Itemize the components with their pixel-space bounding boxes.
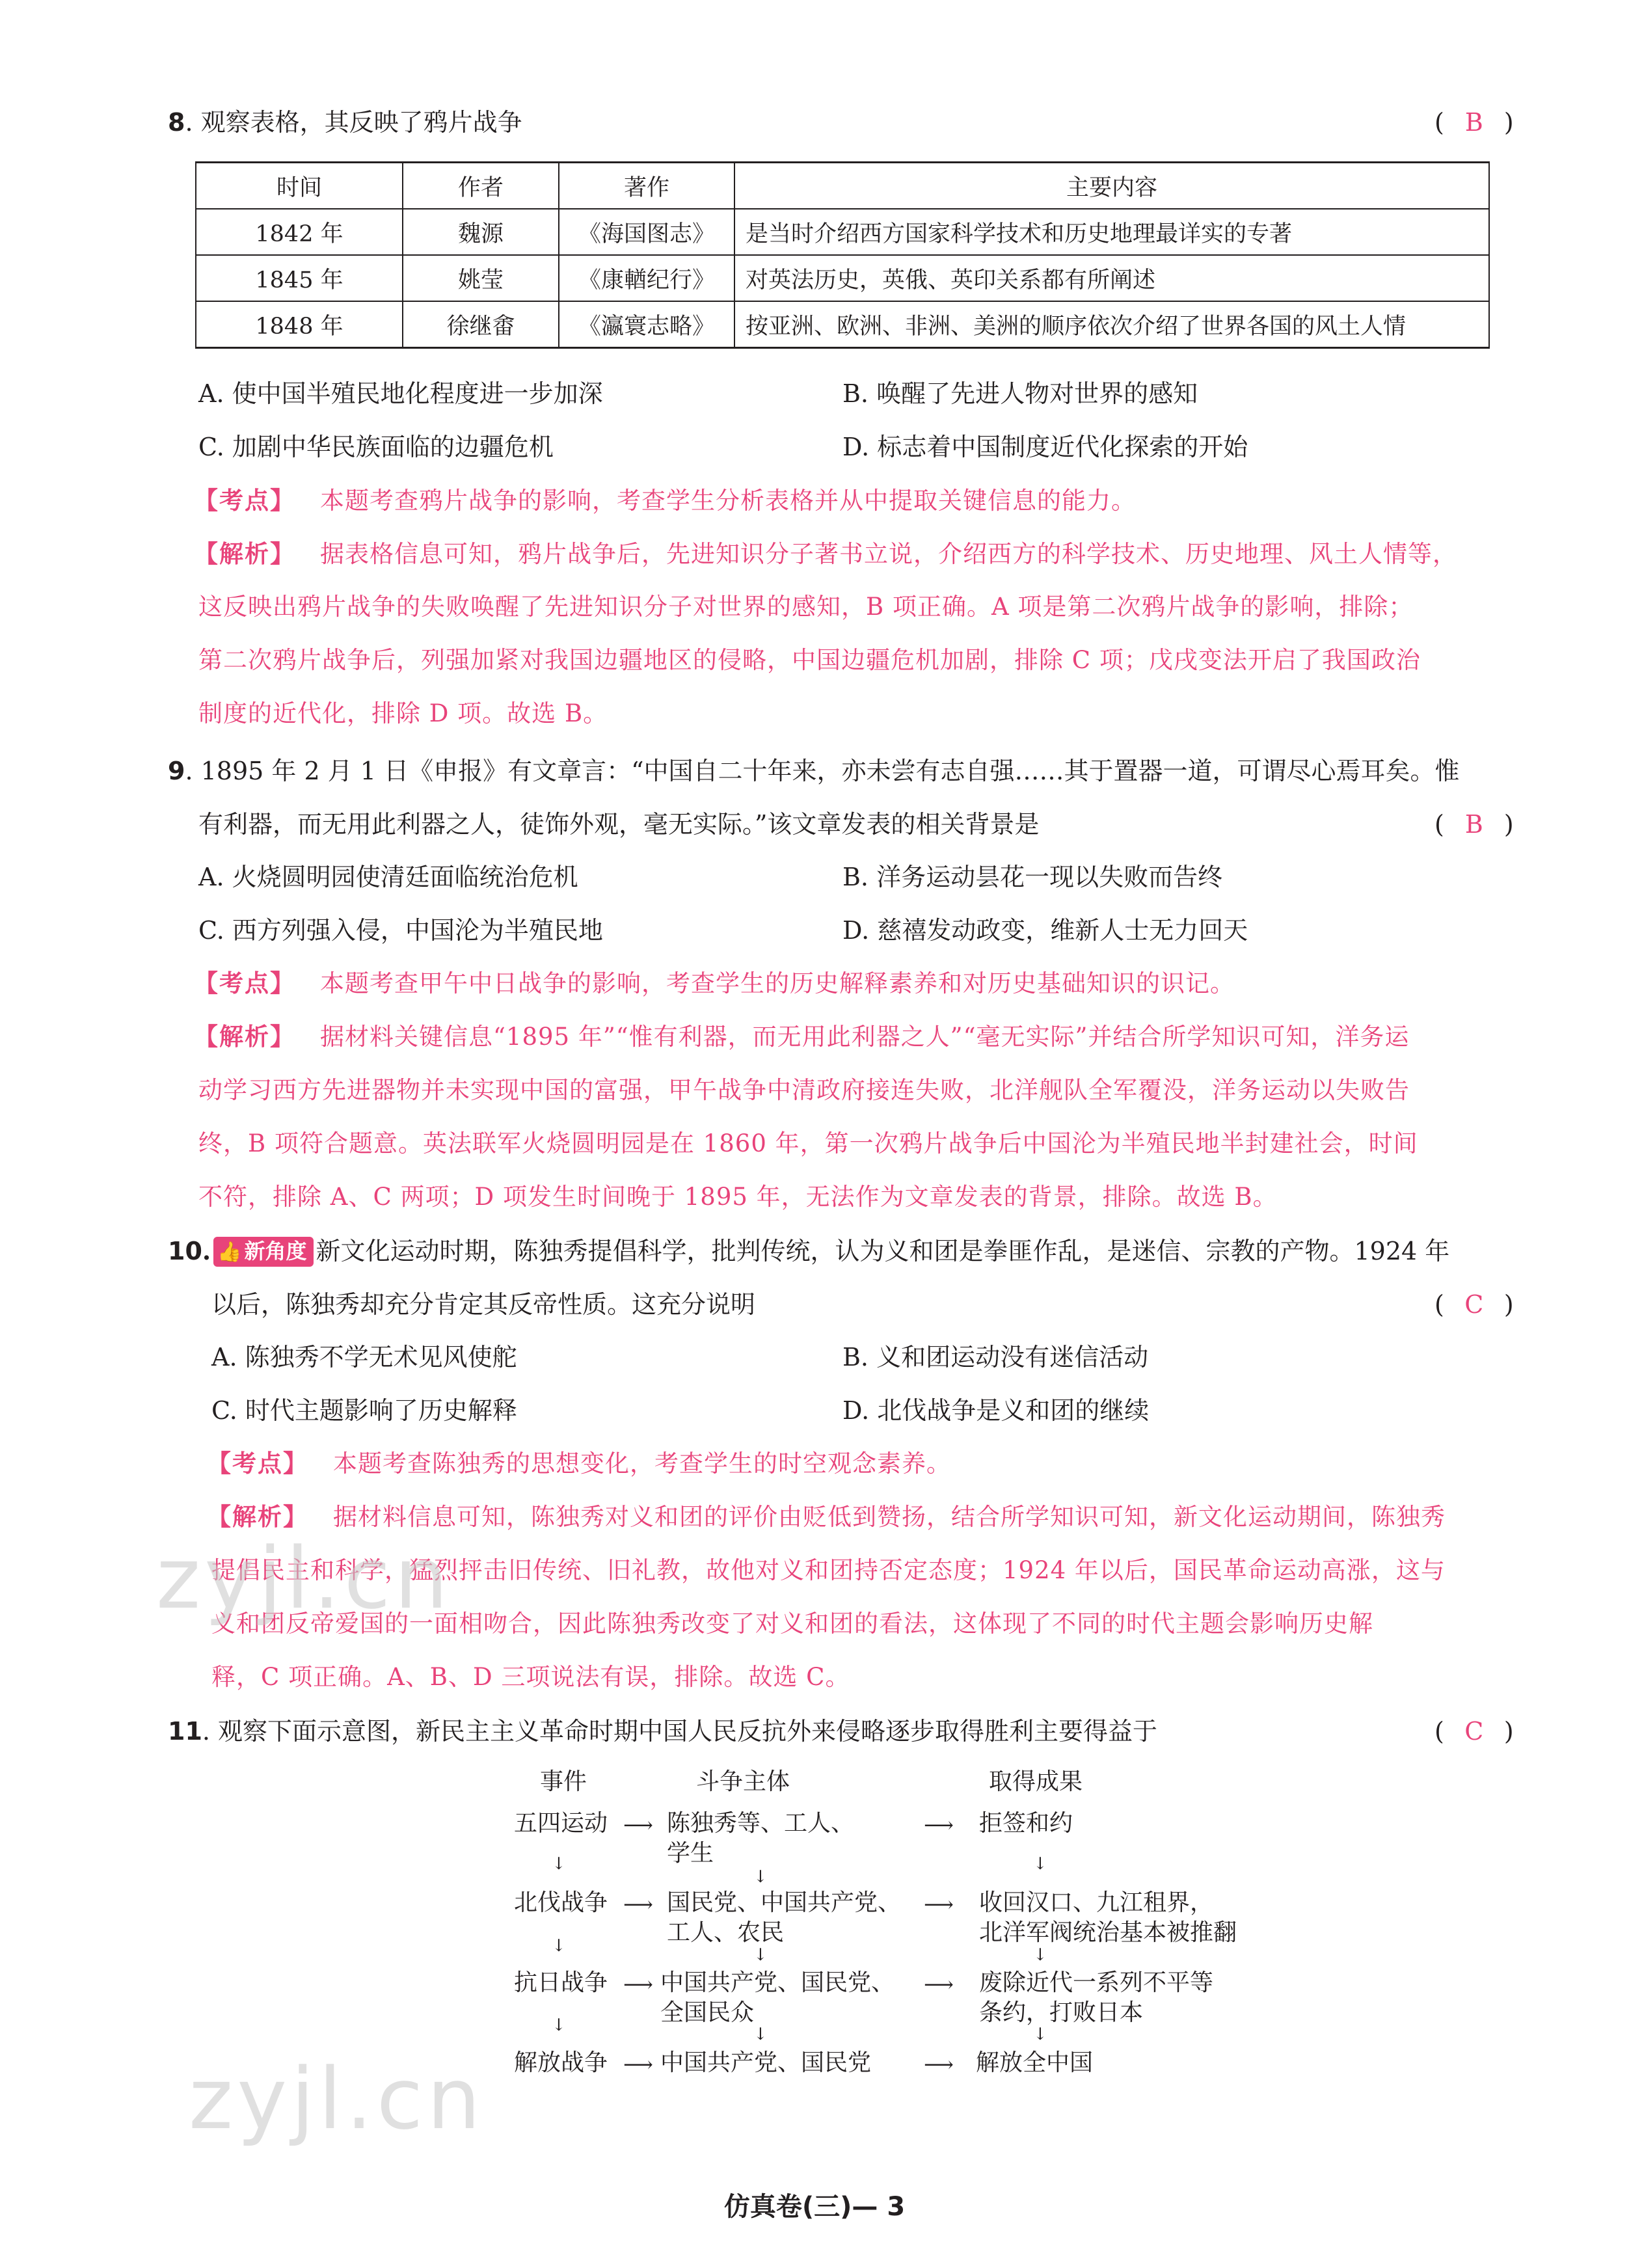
q10-option-a: A. 陈独秀不学无术见风使舵 (211, 1343, 517, 1371)
table-header: 著作 (559, 163, 734, 209)
kaodian-tag: 【考点】 (207, 1450, 308, 1478)
q10-jiexi-line-2: 提倡民主和科学，猛烈抨击旧传统、旧礼教，故他对义和团持否定态度；1924 年以后，国民革命运动高涨，这与 (211, 1556, 1446, 1584)
arrow-down-icon: ↓ (552, 1936, 566, 1956)
q9-stem-line-2: 有利器，而无用此利器之人，徒饰外观，毫无实际。”该文章发表的相关背景是 (198, 810, 1040, 839)
diagram-event: 抗日战争 (514, 1969, 608, 1996)
q10-stem-line-2: 以后，陈独秀却充分肯定其反帝性质。这充分说明 (211, 1290, 756, 1319)
q8-jiexi-line-3: 第二次鸦片战争后，列强加紧对我国边疆地区的侵略，中国边疆危机加剧，排除 C 项；戊戌变法开启了我国政治 (198, 646, 1421, 674)
diagram-result: 条约，打败日本 (979, 1999, 1144, 2026)
jiexi-tag: 【解析】 (194, 540, 295, 568)
diagram-subject: 陈独秀等、工人、 (667, 1810, 855, 1837)
q8-answer: ( B ) (1434, 106, 1514, 139)
q10-jiexi-line-3: 义和团反帝爱国的一面相吻合，因此陈独秀改变了对义和团的看法，这体现了不同的时代主题会影响历史解 (211, 1610, 1373, 1638)
q9-option-a: A. 火烧圆明园使清廷面临统治危机 (198, 863, 578, 891)
q8-option-c: C. 加剧中华民族面临的边疆危机 (198, 433, 554, 461)
arrow-right-icon: ⟶ (924, 1972, 954, 1997)
q8-option-d: D. 标志着中国制度近代化探索的开始 (842, 433, 1248, 461)
table-cell: 1842 年 (196, 209, 403, 255)
q9-kaodian: 【考点】 本题考查甲午中日战争的影响，考查学生的历史解释素养和对历史基础知识的识记。 (194, 969, 1235, 997)
diagram-subject: 全国民众 (660, 1999, 755, 2026)
diagram-subject: 中国共产党、国民党、 (660, 1969, 895, 1996)
table-header: 作者 (403, 163, 559, 209)
q9-number: 9 (168, 757, 185, 785)
new-angle-badge: 👍 新角度 (213, 1237, 313, 1267)
q10-number: 10 (168, 1237, 202, 1265)
diagram-event: 解放战争 (514, 2049, 608, 2076)
q11-number: 11 (168, 1717, 202, 1746)
table-cell: 对英法历史，英俄、英印关系都有所阐述 (734, 255, 1489, 301)
arrow-down-icon: ↓ (1033, 2025, 1047, 2044)
q8-answer-letter: B (1464, 108, 1483, 137)
q9-option-d: D. 慈禧发动政变，维新人士无力回天 (842, 916, 1248, 945)
q8-stem (168, 106, 522, 139)
table-header-row (196, 163, 1489, 209)
arrow-down-icon: ↓ (753, 1867, 768, 1887)
diagram-header-subject: 斗争主体 (696, 1768, 790, 1795)
arrow-right-icon: ⟶ (623, 1972, 653, 1997)
q9-answer-letter: B (1464, 810, 1483, 839)
q9-jiexi-line-2: 动学习西方先进器物并未实现中国的富强，甲午战争中清政府接连失败，北洋舰队全军覆没，洋务运动以失败告 (198, 1076, 1410, 1104)
q9-option-c: C. 西方列强入侵，中国沦为半殖民地 (198, 916, 603, 945)
q10-option-c: C. 时代主题影响了历史解释 (211, 1396, 517, 1425)
q9-stem-line-1: 9. 1895 年 2 月 1 日《申报》有文章言：“中国自二十年来，亦未尝有志自强……其于置器一道，可谓尽心焉耳矣。惟 (168, 757, 1460, 785)
table-cell: 《海国图志》 (559, 209, 734, 255)
q9-answer: ( B ) (1434, 808, 1514, 841)
kaodian-tag: 【考点】 (194, 969, 295, 997)
q8-number: 8 (168, 108, 185, 137)
table-cell: 按亚洲、欧洲、非洲、美洲的顺序依次介绍了世界各国的风土人情 (734, 301, 1489, 348)
table-cell: 1848 年 (196, 301, 403, 348)
q11-answer: ( C ) (1434, 1715, 1514, 1748)
arrow-down-icon: ↓ (552, 2016, 566, 2035)
diagram-result: 北洋军阀统治基本被推翻 (979, 1919, 1237, 1946)
q8-kaodian-text: 本题考查鸦片战争的影响，考查学生分析表格并从中提取关键信息的能力。 (320, 487, 1136, 515)
q10-kaodian: 【考点】 本题考查陈独秀的思想变化，考查学生的时空观念素养。 (207, 1450, 951, 1478)
q10-answer: ( C ) (1434, 1288, 1514, 1321)
table-cell: 1845 年 (196, 255, 403, 301)
jiexi-tag: 【解析】 (207, 1503, 308, 1531)
table-cell: 魏源 (403, 209, 559, 255)
q11-answer-letter: C (1464, 1717, 1484, 1746)
jiexi-tag: 【解析】 (194, 1023, 295, 1051)
arrow-down-icon: ↓ (552, 1854, 566, 1874)
kaodian-tag: 【考点】 (194, 487, 295, 515)
q10-jiexi-line-1: 【解析】 据材料信息可知，陈独秀对义和团的评价由贬低到赞扬，结合所学知识可知，新文化运动期间，陈独秀 (207, 1503, 1446, 1531)
arrow-down-icon: ↓ (753, 2025, 768, 2044)
arrow-right-icon: ⟶ (623, 1813, 653, 1837)
q8-jiexi-line-2: 这反映出鸦片战争的失败唤醒了先进知识分子对世界的感知，B 项正确。A 项是第二次鸦片战争的影响，排除； (198, 593, 1414, 621)
q8-table (195, 161, 1490, 349)
table-cell: 是当时介绍西方国家科学技术和历史地理最详实的专著 (734, 209, 1489, 255)
q10-option-d: D. 北伐战争是义和团的继续 (842, 1396, 1150, 1425)
arrow-right-icon: ⟶ (924, 1892, 954, 1917)
q10-answer-letter: C (1464, 1290, 1484, 1319)
arrow-down-icon: ↓ (1033, 1854, 1047, 1874)
diagram-result: 废除近代一系列不平等 (979, 1969, 1214, 1996)
table-cell: 《瀛寰志略》 (559, 301, 734, 348)
q9-jiexi-line-4: 不符，排除 A、C 两项；D 项发生时间晚于 1895 年，无法作为文章发表的背景，排除。故选 B。 (198, 1183, 1278, 1211)
q8-kaodian (194, 485, 1136, 517)
q10-jiexi-line-4: 释，C 项正确。A、B、D 三项说法有误，排除。故选 C。 (211, 1663, 850, 1691)
diagram-header-result: 取得成果 (989, 1768, 1083, 1795)
q11-stem: 11. 观察下面示意图，新民主主义革命时期中国人民反抗外来侵略逐步取得胜利主要得益于 (168, 1717, 1158, 1746)
diagram-event: 五四运动 (514, 1810, 608, 1837)
arrow-down-icon: ↓ (753, 1945, 768, 1965)
arrow-right-icon: ⟶ (623, 1892, 653, 1917)
page-footer: 仿真卷(三)— 3 (723, 2192, 906, 2222)
q8-jiexi-line-4: 制度的近代化，排除 D 项。故选 B。 (198, 699, 608, 727)
diagram-result: 收回汉口、九江租界， (979, 1889, 1214, 1916)
q8-jiexi-line-1: 【解析】 据表格信息可知，鸦片战争后，先进知识分子著书立说，介绍西方的科学技术、历史地理、风土人情等， (194, 540, 1457, 568)
q8-option-a: A. 使中国半殖民地化程度进一步加深 (198, 379, 603, 408)
q9-jiexi-line-3: 终，B 项符合题意。英法联军火烧圆明园是在 1860 年，第一次鸦片战争后中国沦为半殖民地半封建社会，时间 (198, 1129, 1418, 1157)
arrow-right-icon: ⟶ (924, 1813, 954, 1837)
diagram-subject: 工人、农民 (667, 1919, 785, 1946)
table-header: 主要内容 (734, 163, 1489, 209)
diagram-subject: 国民党、中国共产党、 (667, 1889, 902, 1916)
table-row (196, 301, 1489, 348)
q10-option-b: B. 义和团运动没有迷信活动 (842, 1343, 1149, 1371)
thumbs-up-icon: 👍 (217, 1241, 242, 1263)
q10-stem-line-1: 10. 👍 新角度 新文化运动时期，陈独秀提倡科学，批判传统，认为义和团是拳匪作乱，是迷信、宗教的产物。1924 年 (168, 1236, 1450, 1265)
table-header: 时间 (196, 163, 403, 209)
arrow-down-icon: ↓ (1033, 1945, 1047, 1965)
watermark: zyjl.cn (156, 1529, 452, 1628)
q8-option-b: B. 唤醒了先进人物对世界的感知 (842, 379, 1198, 408)
arrow-right-icon: ⟶ (623, 2052, 653, 2077)
table-row (196, 209, 1489, 255)
q9-jiexi-line-1: 【解析】 据材料关键信息“1895 年”“惟有利器，而无用此利器之人”“毫无实际”并结合所学知识可知，洋务运 (194, 1023, 1410, 1051)
watermark: zyjl.cn (189, 2049, 485, 2148)
q9-option-b: B. 洋务运动昙花一现以失败而告终 (842, 863, 1223, 891)
diagram-result: 拒签和约 (979, 1810, 1073, 1837)
q8-stem-text: . 观察表格，其反映了鸦片战争 (185, 108, 522, 137)
arrow-right-icon: ⟶ (924, 2052, 954, 2077)
table-cell: 《康輶纪行》 (559, 255, 734, 301)
table-cell: 姚莹 (403, 255, 559, 301)
diagram-subject: 中国共产党、国民党 (660, 2049, 872, 2076)
diagram-result: 解放全中国 (976, 2049, 1094, 2076)
table-cell: 徐继畬 (403, 301, 559, 348)
diagram-event: 北伐战争 (514, 1889, 608, 1916)
table-row (196, 255, 1489, 301)
diagram-subject: 学生 (667, 1840, 714, 1867)
diagram-header-event: 事件 (540, 1768, 587, 1795)
